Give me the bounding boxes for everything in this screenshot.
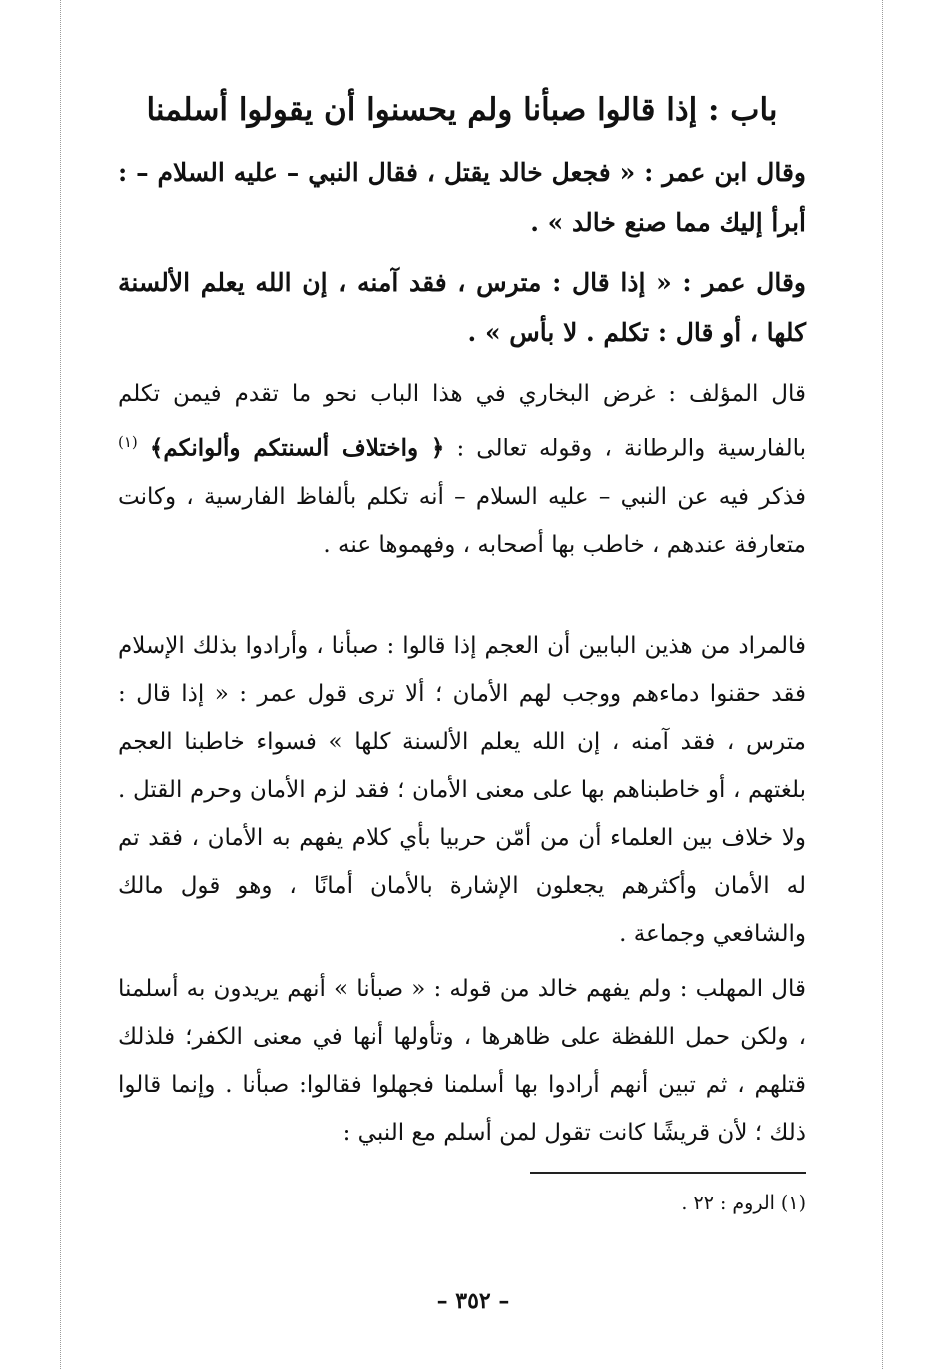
footnote-reference: (١) [118, 433, 138, 451]
commentary-paragraph-1 [118, 370, 806, 569]
commentary-text-continued: فذكر فيه عن النبي – عليه السلام – أنه تكلم بألفاظ الفارسية ، وكانت متعارفة عندهم ، خاطب بها أصحابه ، وفهموها عنه . [118, 483, 806, 558]
footnote: (١) الروم : ٢٢ . [681, 1192, 806, 1214]
commentary-paragraph-2: فالمراد من هذين البابين أن العجم إذا قالوا : صبأنا ، وأرادوا بذلك الإسلام فقد حقنوا دماءهم ووجب لهم الأمان ؛ ألا ترى قول عمر : « إذا قال : مترس ، فقد آمنه ، إن الله يعلم الألسنة كلها » فسواء خاطبنا العجم بلغتهم ، أو خاطبناهم بها على معنى الأمان ؛ فقد لزم الأمان وحرم القتل . ولا خلاف بين العلماء أن من أمّن حربيا بأي كلام يفهم به الأمان ، فقد تم له الأمان وأكثرهم يجعلون الإشارة بالأمان أمانًا ، وهو قول مالك والشافعي وجماعة . [118, 633, 806, 947]
quran-verse: ﴿ واختلاف ألسنتكم وألوانكم﴾ [149, 434, 445, 462]
chapter-title: باب : إذا قالوا صبأنا ولم يحسنوا أن يقولوا أسلمنا [146, 92, 778, 128]
scan-margin-guide-right [882, 0, 883, 1369]
scan-margin-guide-left [60, 0, 61, 1369]
commentary-text: قال المؤلف : غرض البخاري في هذا الباب نحو ما تقدم فيمن تكلم بالفارسية والرطانة ، وقوله تعالى : [118, 381, 806, 462]
hadith-ibn-umar: وقال ابن عمر : « فجعل خالد يقتل ، فقال النبي – عليه السلام – : أبرأ إليك مما صنع خالد » . [118, 158, 806, 237]
hadith-umar: وقال عمر : « إذا قال : مترس ، فقد آمنه ، إن الله يعلم الألسنة كلها ، أو قال : تكلم . لا بأس » . [118, 268, 806, 347]
page-number: – ٣٥٢ – [436, 1288, 510, 1314]
footnote-separator [530, 1172, 806, 1174]
commentary-paragraph-3: قال المهلب : ولم يفهم خالد من قوله : « صبأنا » أنهم يريدون به أسلمنا ، ولكن حمل اللفظة على ظاهرها ، وتأولها أنها في معنى الكفر؛ فلذلك قتلهم ، ثم تبين أنهم أرادوا بها أسلمنا فجهلوا فقالوا: صبأنا . وإنما قالوا ذلك ؛ لأن قريشًا كانت تقول لمن أسلم مع النبي : [118, 976, 806, 1146]
